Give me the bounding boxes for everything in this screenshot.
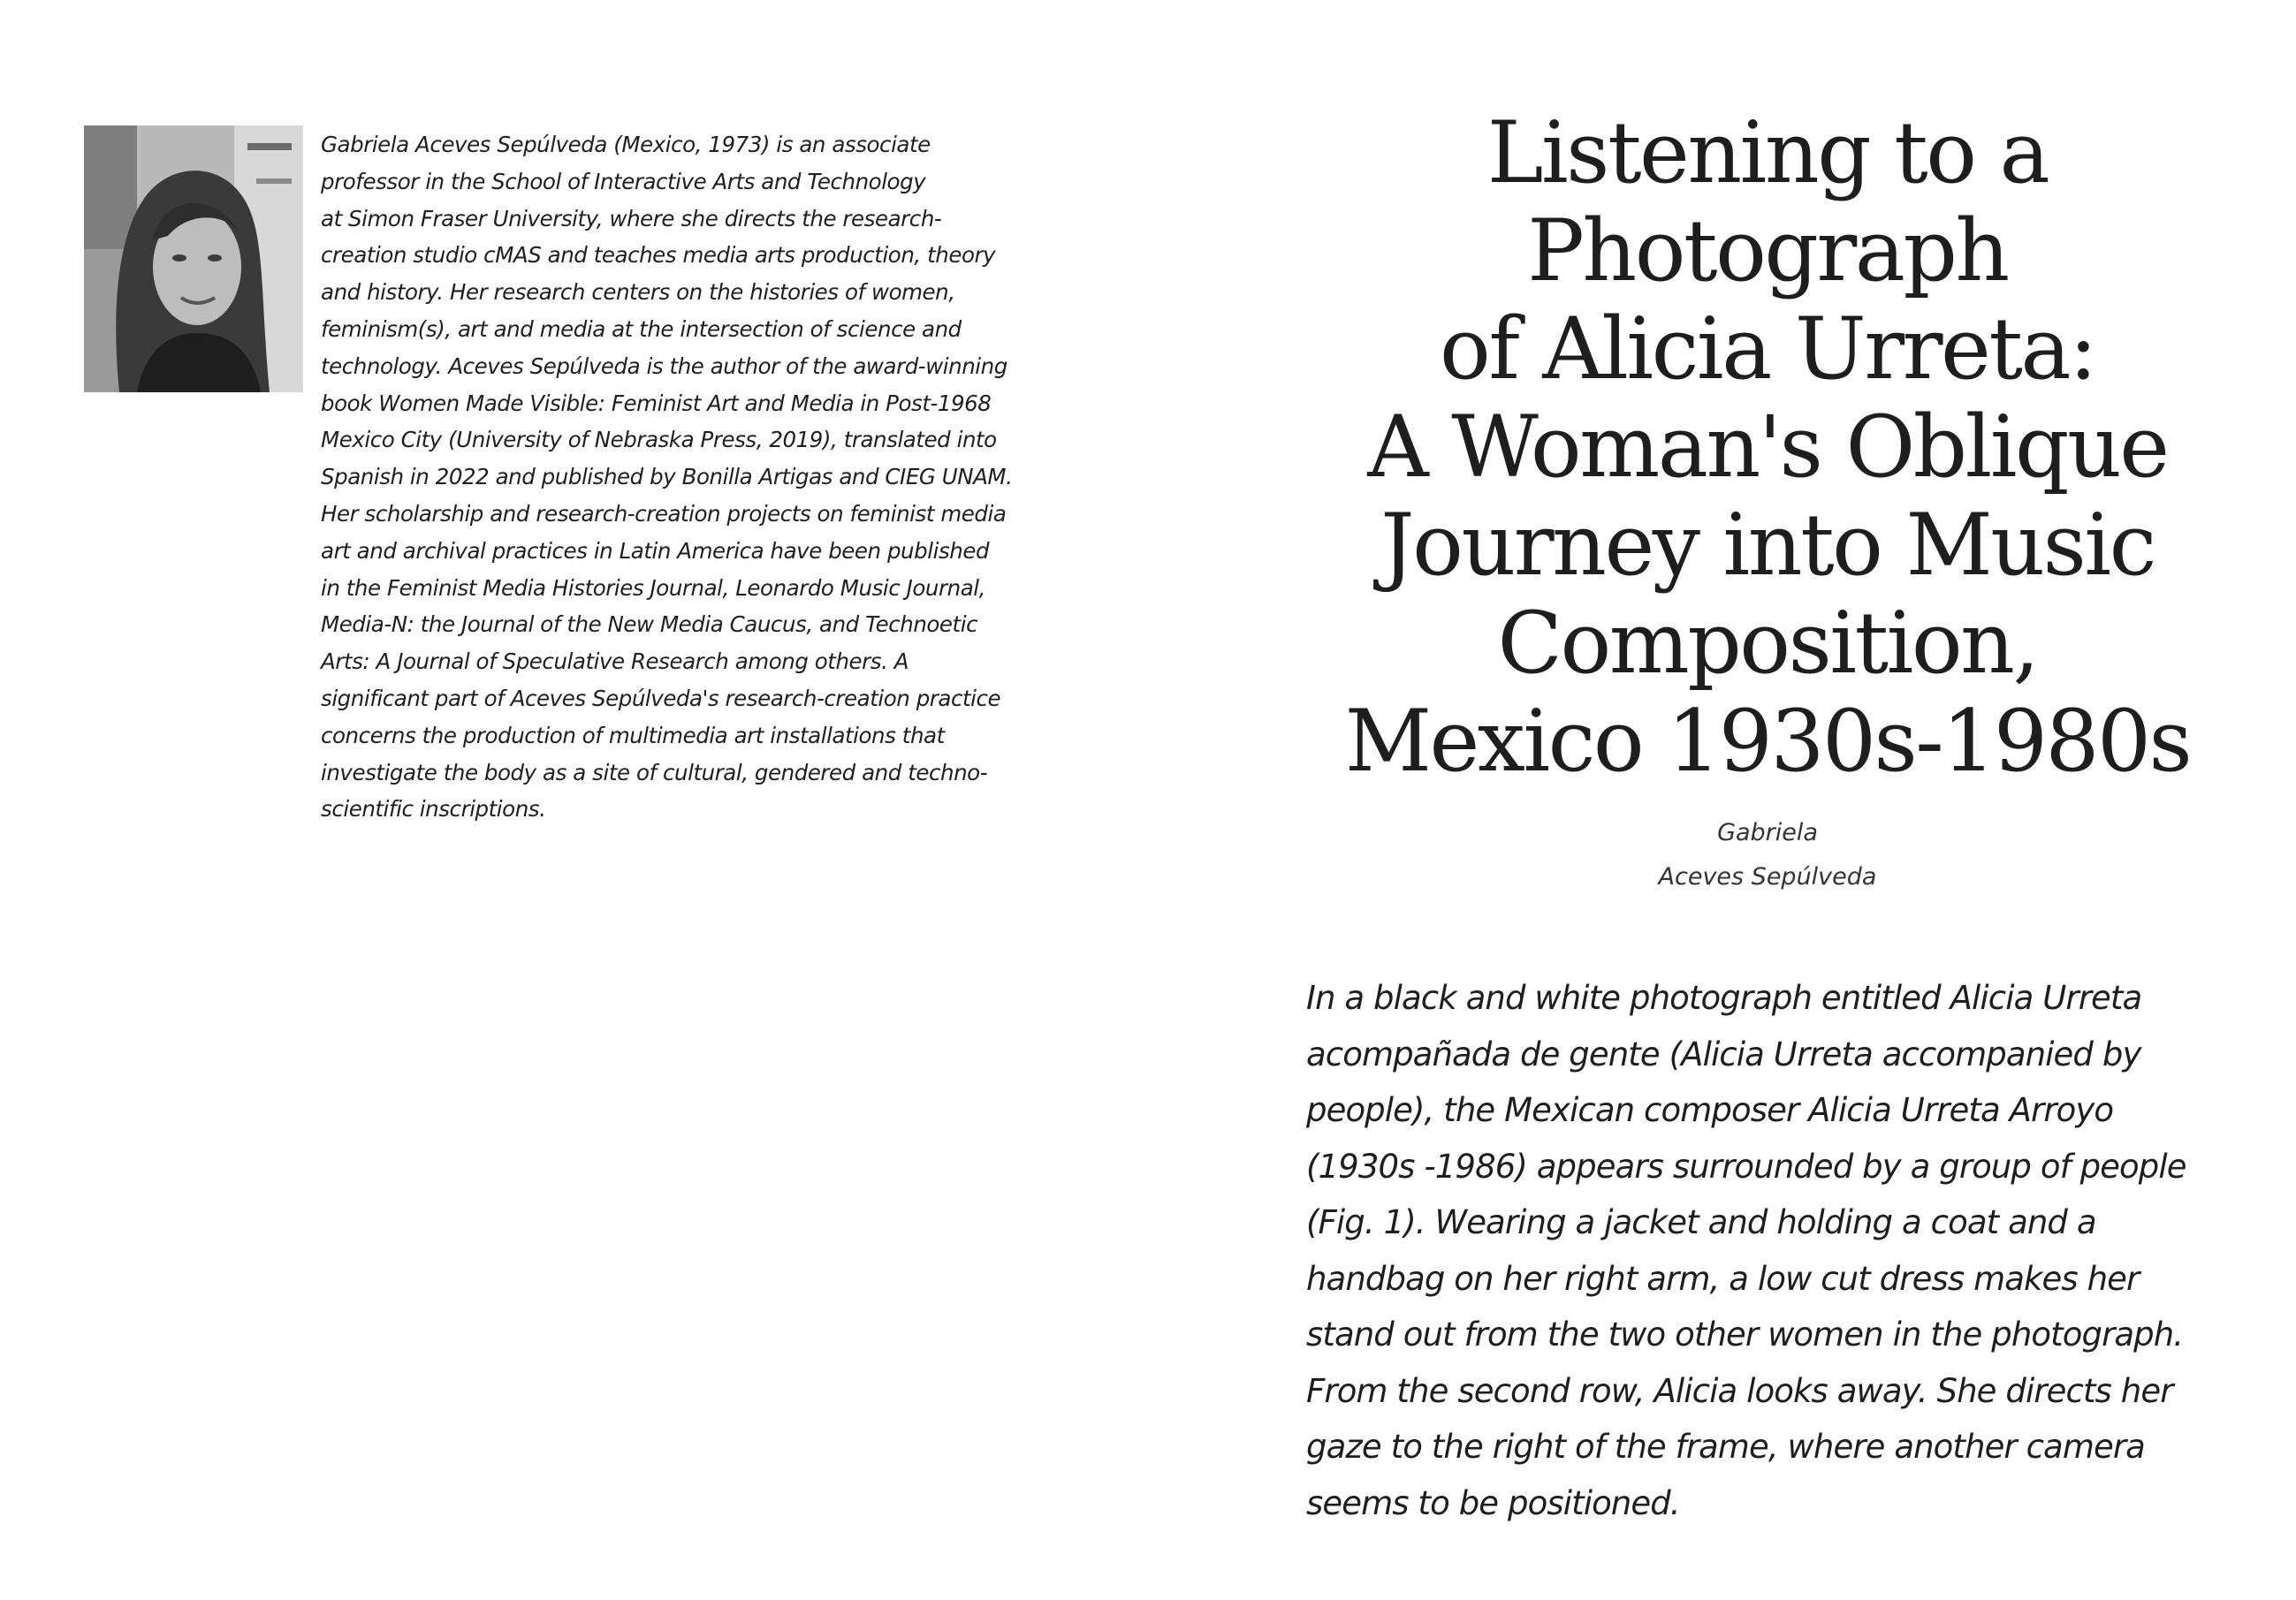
title-line: Mexico 1930s-1980s bbox=[1344, 692, 2191, 791]
body-line: (1930s -1986) appears surrounded by a group of people bbox=[1306, 1147, 2186, 1186]
bio-line: technology. Aceves Sepúlveda is the author of the award-winning bbox=[321, 353, 1007, 379]
bio-line: Gabriela Aceves Sepúlveda (Mexico, 1973) is an associate bbox=[321, 132, 931, 157]
title-line: Composition, bbox=[1497, 594, 2038, 693]
body-line: stand out from the two other women in the photograph. bbox=[1306, 1316, 2184, 1354]
bio-line: creation studio cMAS and teaches media arts production, theory bbox=[321, 242, 996, 269]
title-line: Listening to a bbox=[1486, 103, 2049, 202]
bio-line: investigate the body as a site of cultural, gendered and techno- bbox=[321, 759, 988, 785]
bio-line: scientific inscriptions. bbox=[321, 796, 546, 823]
bio-line: significant part of Aceves Sepúlveda's research-creation practice bbox=[321, 685, 1001, 711]
bio-line: professor in the School of Interactive Arts and Technology bbox=[321, 168, 926, 194]
bio-line: at Simon Fraser University, where she directs the research- bbox=[321, 205, 942, 231]
body-line: (Fig. 1). Wearing a jacket and holding a coat and a bbox=[1306, 1203, 2096, 1241]
bio-line: Her scholarship and research-creation projects on feminist media bbox=[321, 500, 1007, 527]
body-line: seems to be positioned. bbox=[1306, 1483, 1680, 1522]
title-line: of Alicia Urreta: bbox=[1440, 300, 2095, 398]
bio-line: feminism(s), art and media at the intersection of science and bbox=[321, 315, 962, 342]
author-portrait-icon bbox=[84, 125, 303, 392]
bio-line: art and archival practices in Latin America have been published bbox=[321, 537, 990, 564]
bio-line: Mexico City (University of Nebraska Press, 2019), translated into bbox=[321, 427, 997, 453]
bio-line: Media-N: the Journal of the New Media Caucus, and Technoetic bbox=[321, 611, 978, 638]
byline-first-name: Gabriela bbox=[1717, 819, 1818, 846]
bio-line: in the Feminist Media Histories Journal, Leonardo Music Journal, bbox=[321, 574, 985, 601]
bio-line: book Women Made Visible: Feminist Art and Media in Post-1968 bbox=[321, 390, 992, 416]
author-portrait-photo bbox=[84, 125, 303, 392]
body-line: In a black and white photograph entitled Alicia Urreta bbox=[1306, 979, 2142, 1017]
article-title bbox=[1281, 104, 2254, 791]
byline-last-name: Aceves Sepúlveda bbox=[1658, 863, 1877, 891]
article-body bbox=[1306, 970, 2261, 1531]
bio-line: and history. Her research centers on the histories of women, bbox=[321, 279, 955, 306]
body-line: From the second row, Alicia looks away. She directs her bbox=[1306, 1371, 2173, 1410]
title-line: Journey into Music bbox=[1380, 496, 2155, 595]
body-line: acompañada de gente (Alicia Urreta accompanied by bbox=[1306, 1035, 2141, 1073]
author-byline bbox=[1547, 811, 1988, 899]
title-line: Photograph bbox=[1527, 201, 2008, 300]
bio-line: concerns the production of multimedia art installations that bbox=[321, 722, 945, 748]
bio-line: Spanish in 2022 and published by Bonilla Artigas and CIEG UNAM. bbox=[321, 464, 1013, 490]
body-line: people), the Mexican composer Alicia Urreta Arroyo bbox=[1306, 1091, 2114, 1129]
body-line: handbag on her right arm, a low cut dress makes her bbox=[1306, 1259, 2140, 1298]
body-line: gaze to the right of the frame, where another camera bbox=[1306, 1428, 2145, 1466]
bio-line: Arts: A Journal of Speculative Research among others. A bbox=[321, 648, 909, 675]
author-bio bbox=[321, 126, 1019, 828]
title-line: A Woman's Oblique bbox=[1367, 398, 2168, 497]
